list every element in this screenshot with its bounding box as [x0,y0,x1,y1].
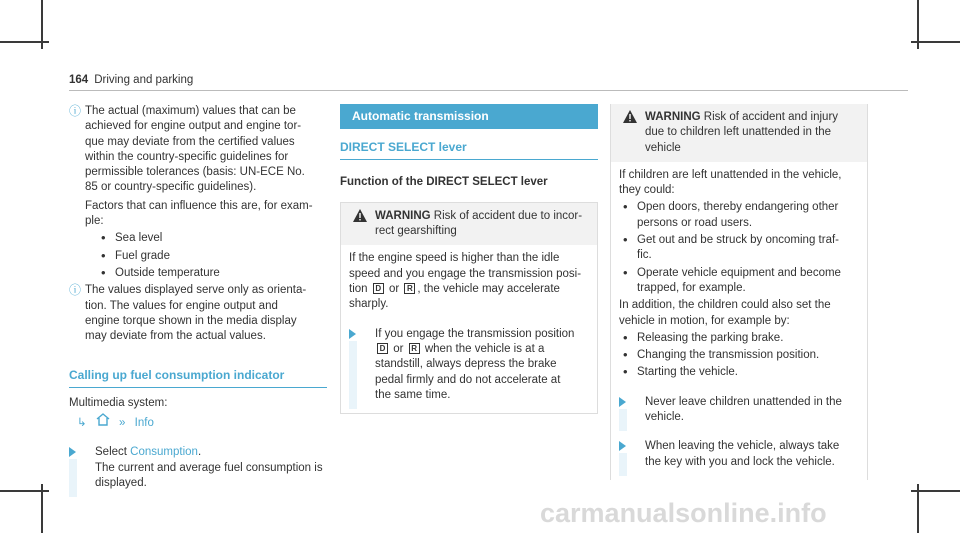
column-3 [610,104,868,480]
list-item: • Outside temperature [101,266,327,281]
gear-d-icon: D [377,343,388,354]
double-chevron-icon: » [119,417,126,430]
crop-mark [0,490,49,492]
path-info: Info [134,417,154,430]
list-item: • Operate vehicle equipment and become trapped, for example. [623,266,859,297]
step-arrow-icon [349,329,356,339]
note-text: The actual (maximum) values that can be achieved for engine output and engine tor- que may deviate from the certified values within the country-specific guidelines for permissible tolerances (basis: UN-ECE No. 85 or country-specific guidelines). Factors that can influence this are, for exam- ple: • Sea level • Fuel grade • Outside temperature [85,104,327,281]
consumption-link[interactable]: Consumption [130,446,198,459]
gear-d-icon: D [373,283,384,294]
factor-list [85,231,327,281]
warning-label: WARNING [645,111,701,123]
list-item: • Get out and be struck by oncoming traf- fic. [623,233,859,264]
step-arrow-icon [619,397,626,407]
info-icon: ⓘ [69,283,82,298]
crop-mark [0,41,49,43]
menu-path [69,413,327,431]
header-rule [69,90,908,91]
chapter-banner: Automatic transmission [340,104,598,129]
instruction-step: Select Consumption. The current and average fuel consumption is displayed. [69,445,327,491]
function-heading: Function of the DIRECT SELECT lever [340,175,548,188]
instruction-step: When leaving the vehicle, always take the key with you and lock the vehicle. [619,439,859,470]
instruction-step: If you engage the transmission position D or R when the vehicle is at a standstill, always depress the brake pedal firmly and do not accelerate at the same time. [349,327,589,403]
risk-list [619,200,859,296]
list-item: • Starting the vehicle. [623,365,859,380]
warning-body: If children are left unattended in the vehicle, they could: • Open doors, thereby endangering other persons or road users. • Get out and be struck by oncoming traf- fic. • Operate vehicle equipment and become trapped, for example. In addition, the children could also set the vehicle in motion, for example by: • Releasing the parking brake. • Changing the transmission position. • Starting the vehicle. Never leave children unattended in the vehicle. When leaving the vehicle, always take the key with you and lock the vehicle. [611,162,867,480]
gear-r-icon: R [409,343,420,354]
subsection-heading: DIRECT SELECT lever [340,140,598,159]
step-bar [619,453,627,476]
page-header [69,74,193,86]
instruction-step: Never leave children unattended in the vehicle. [619,395,859,426]
step-bar [349,341,357,409]
motion-list [619,331,859,381]
note-text: The values displayed serve only as orienta- tion. The values for engine output and engine torque shown in the media display may deviate from the actual values. [85,284,307,343]
info-note [69,283,327,344]
warning-triangle-icon [353,209,367,223]
crop-mark [911,41,960,43]
column-1 [69,104,327,491]
warning-box [610,104,868,480]
list-item: • Sea level [101,231,327,246]
list-item: • Open doors, thereby endangering other persons or road users. [623,200,859,231]
info-note [69,104,327,281]
warning-header: WARNING Risk of accident due to incor- rect gearshifting [341,203,597,246]
step-arrow-icon [69,447,76,457]
step-bar [619,409,627,432]
warning-body: If the engine speed is higher than the idle speed and you engage the transmission posi- tion D or R , the vehicle may accelerate sharply. If you engage the transmission position D or R when the vehicle is at a standstill, always depress the brake pedal firmly and do not accelerate at the same time. [341,245,597,413]
path-arrow-icon: ↳ [77,417,87,430]
info-icon: ⓘ [69,104,82,118]
list-item: • Releasing the parking brake. [623,331,859,346]
warning-label: WARNING [375,209,431,222]
multimedia-label: Multimedia system: [69,396,168,409]
step-bar [69,459,77,497]
watermark: carmanualsonline.info [540,498,827,528]
warning-box [340,202,598,414]
step-arrow-icon [619,441,626,451]
home-icon [96,413,110,431]
warning-header: WARNING Risk of accident and injury due to children left unattended in the vehicle [611,104,867,162]
crop-mark [911,490,960,492]
chapter-title: Driving and parking [94,74,194,86]
gear-r-icon: R [404,283,415,294]
section-heading: Calling up fuel consumption indicator [69,368,327,387]
list-item: • Changing the transmission position. [623,348,859,363]
list-item: • Fuel grade [101,249,327,264]
column-2 [340,104,598,414]
warning-triangle-icon [623,110,637,124]
page-number: 164 [69,74,89,86]
